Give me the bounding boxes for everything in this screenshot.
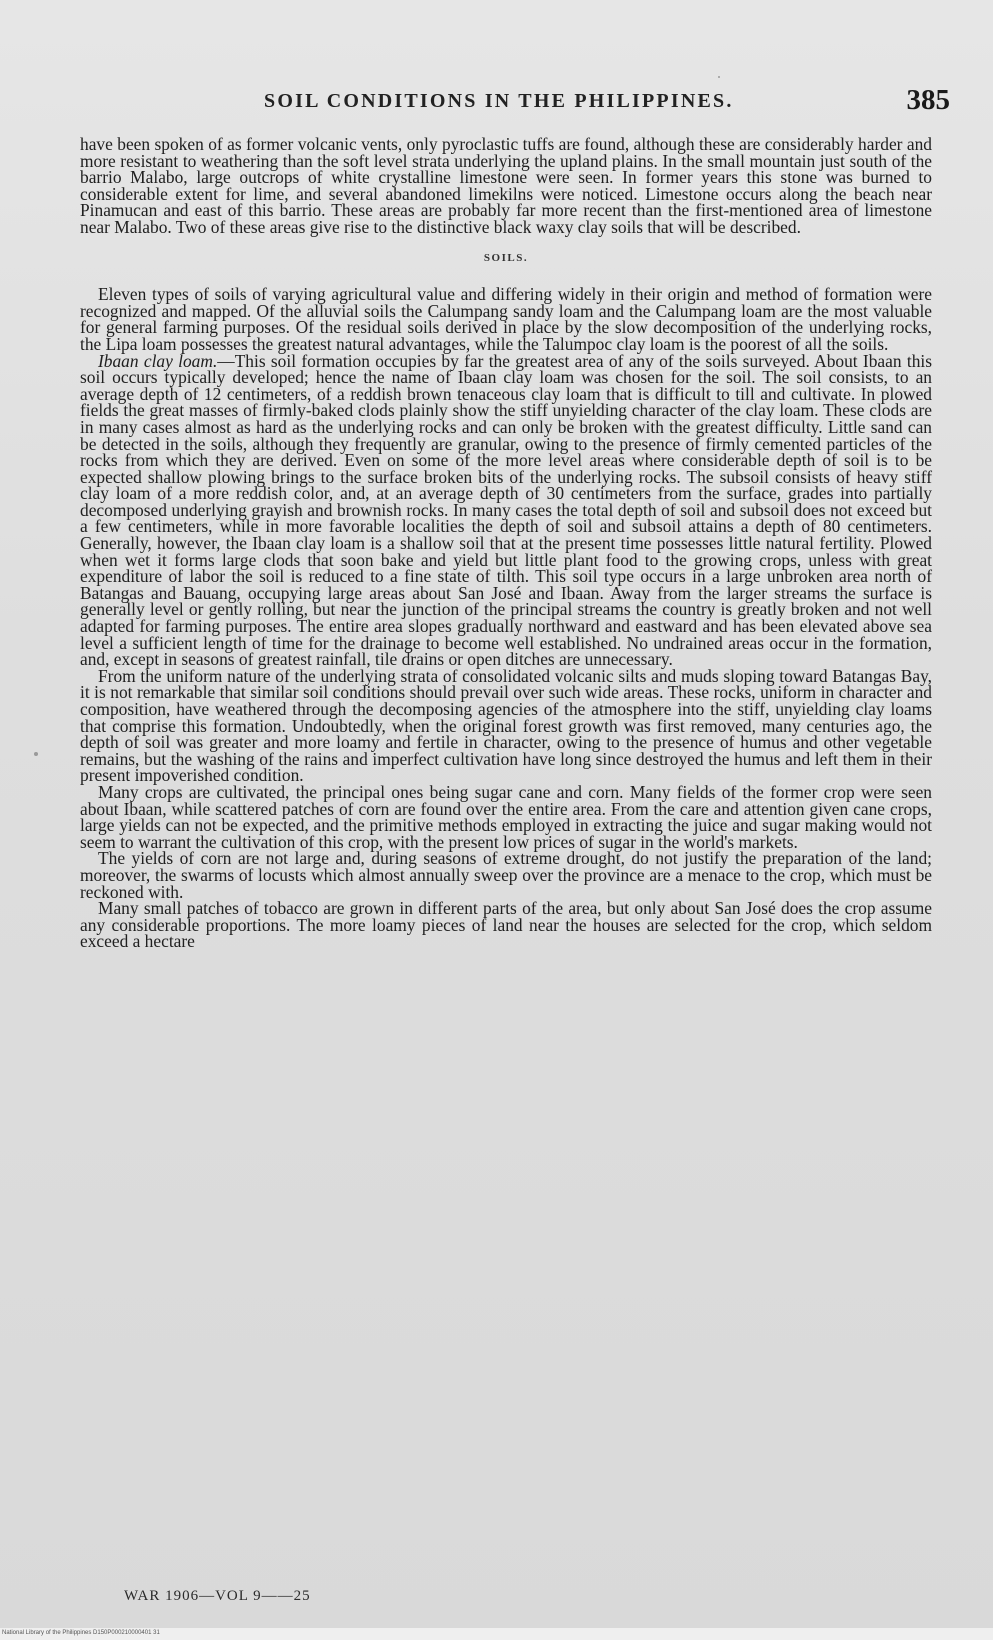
page-number: 385 [906, 84, 950, 116]
paragraph-uniform-strata: From the uniform nature of the underlying strata of consolidated volcanic silts and muds sloping toward Batangas Bay, it is not remarkable that similar soil conditions should prevail over such wide areas. These rocks, uniform in character and composition, have weathered through the decomposing agencies of the atmosphere into the stiff, unyielding clay loams that comprise this formation. Undoubtedly, when the original forest growth was first removed, many centuries ago, the depth of soil was greater and more loamy and fertile in character, owing to the presence of humus and other vegetable remains, but the washing of the rains and imperfect cultivation have long since destroyed the humus and left them in their present impoverished condition. [80, 665, 932, 786]
paragraph-soil-types: Eleven types of soils of varying agricultural value and differing widely in their origin and method of formation were recognized and mapped. Of the alluvial soils the Calumpang sandy loam and the Calumpang loam are the most valuable for general farming purposes. Of the residual soils derived in place by the slow decomposition of the underlying rocks, the Lipa loam possesses the greatest natural advantages, while the Talumpoc clay loam is the poorest of all the soils. [80, 284, 932, 354]
paper-speck [34, 752, 38, 756]
page-header [80, 84, 950, 124]
paragraph-tobacco: Many small patches of tobacco are grown in different parts of the area, but only about San José does the crop assume any considerable proportions. The more loamy pieces of land near the houses are selected for the crop, which seldom exceed a hectare [80, 898, 932, 952]
paper-speck [718, 76, 720, 78]
running-head: SOIL CONDITIONS IN THE PHILIPPINES. [264, 90, 734, 112]
signature-mark: WAR 1906—VOL 9——25 [124, 1588, 311, 1604]
paragraph-crops: Many crops are cultivated, the principal ones being sugar cane and corn. Many fields of the former crop were seen about Ibaan, while scattered patches of corn are found over the entire area. From the care and attention given cane crops, large yields can not be expected, and the primitive methods employed in extracting the juice and sugar making would not seem to warrant the cultivation of this crop, with the present low prices of sugar in the world's markets. [80, 781, 932, 852]
library-credit: National Library of the Philippines D150P000210000401 31 [2, 1630, 160, 1636]
paragraph-continuation: have been spoken of as former volcanic vents, only pyroclastic tuffs are found, although these are considerably harder and more resistant to weathering than the soft level strata underlying the upland plains. In the small mountain just south of the barrio Malabo, large outcrops of white crystalline limestone were seen. In former years this stone was burned to considerable extent for lime, and several abandoned limekilns were noticed. Limestone occurs along the beach near Pinamucan and east of this barrio. These areas are probably far more recent than the first-mentioned area of limestone near Malabo. Two of these areas give rise to the distinctive black waxy clay soils that will be described. [80, 134, 932, 237]
body-text [80, 136, 932, 950]
paragraph-ibaan-clay-loam [80, 350, 932, 670]
soil-type-heading: Ibaan clay loam. [98, 350, 218, 371]
section-heading-soils: SOILS. [483, 251, 529, 264]
paragraph-ibaan-body: —This soil formation occupies by far the greatest area of any of the soils surveyed. About Ibaan this soil occurs typically developed; hence the name of Ibaan clay loam was chosen for the soil. The soil consists, to an average depth of 12 centimeters, of a reddish brown tenaceous clay loam that is difficult to till and cultivate. In plowed fields the great masses of firmly-baked clods plainly show the stiff unyielding character of the clay loam. These clods are in many cases almost as hard as the underlying rocks and can only be broken with the greatest difficulty. Little sand can be detected in the soils, although they frequently are granular, owing to the presence of firmly cemented particles of the rocks from which they are derived. Even on some of the more level areas where considerable depth of soil is to be expected shallow plowing brings to the surface broken bits of the underlying rocks. The subsoil consists of heavy stiff clay loam of a more reddish color, and, at an average depth of 30 centimeters from the surface, grades into partially decomposed underlying grayish and brownish rocks. In many cases the total depth of soil and subsoil does not exceed but a few centimeters, while in more favorable localities the depth of soil and subsoil attains a depth of 80 centimeters. Generally, however, the Ibaan clay loam is a shallow soil that at the present time possesses little natural fertility. Plowed when wet it forms large clods that soon bake and yield but little plant food to the growing crops, unless with great expenditure of labor the soil is reduced to a fine state of tilth. This soil type occurs in a large unbroken area north of Batangas and Bauang, occupying large areas about San José and Ibaan. Away from the larger streams the surface is generally level or gently rolling, but near the junction of the principal streams the country is greatly broken and not well adapted for farming purposes. The entire area slopes gradually northward and eastward and has been elevated above sea level a sufficient length of time for the drainage to become well established. No undrained areas occur in the formation, and, except in seasons of greatest rainfall, tile drains or open ditches are unnecessary. [80, 350, 932, 670]
paragraph-corn-yields: The yields of corn are not large and, during seasons of extreme drought, do not justify the preparation of the land; moreover, the swarms of locusts which almost annually sweep over the province are a menace to the crop, which must be reckoned with. [80, 848, 932, 902]
